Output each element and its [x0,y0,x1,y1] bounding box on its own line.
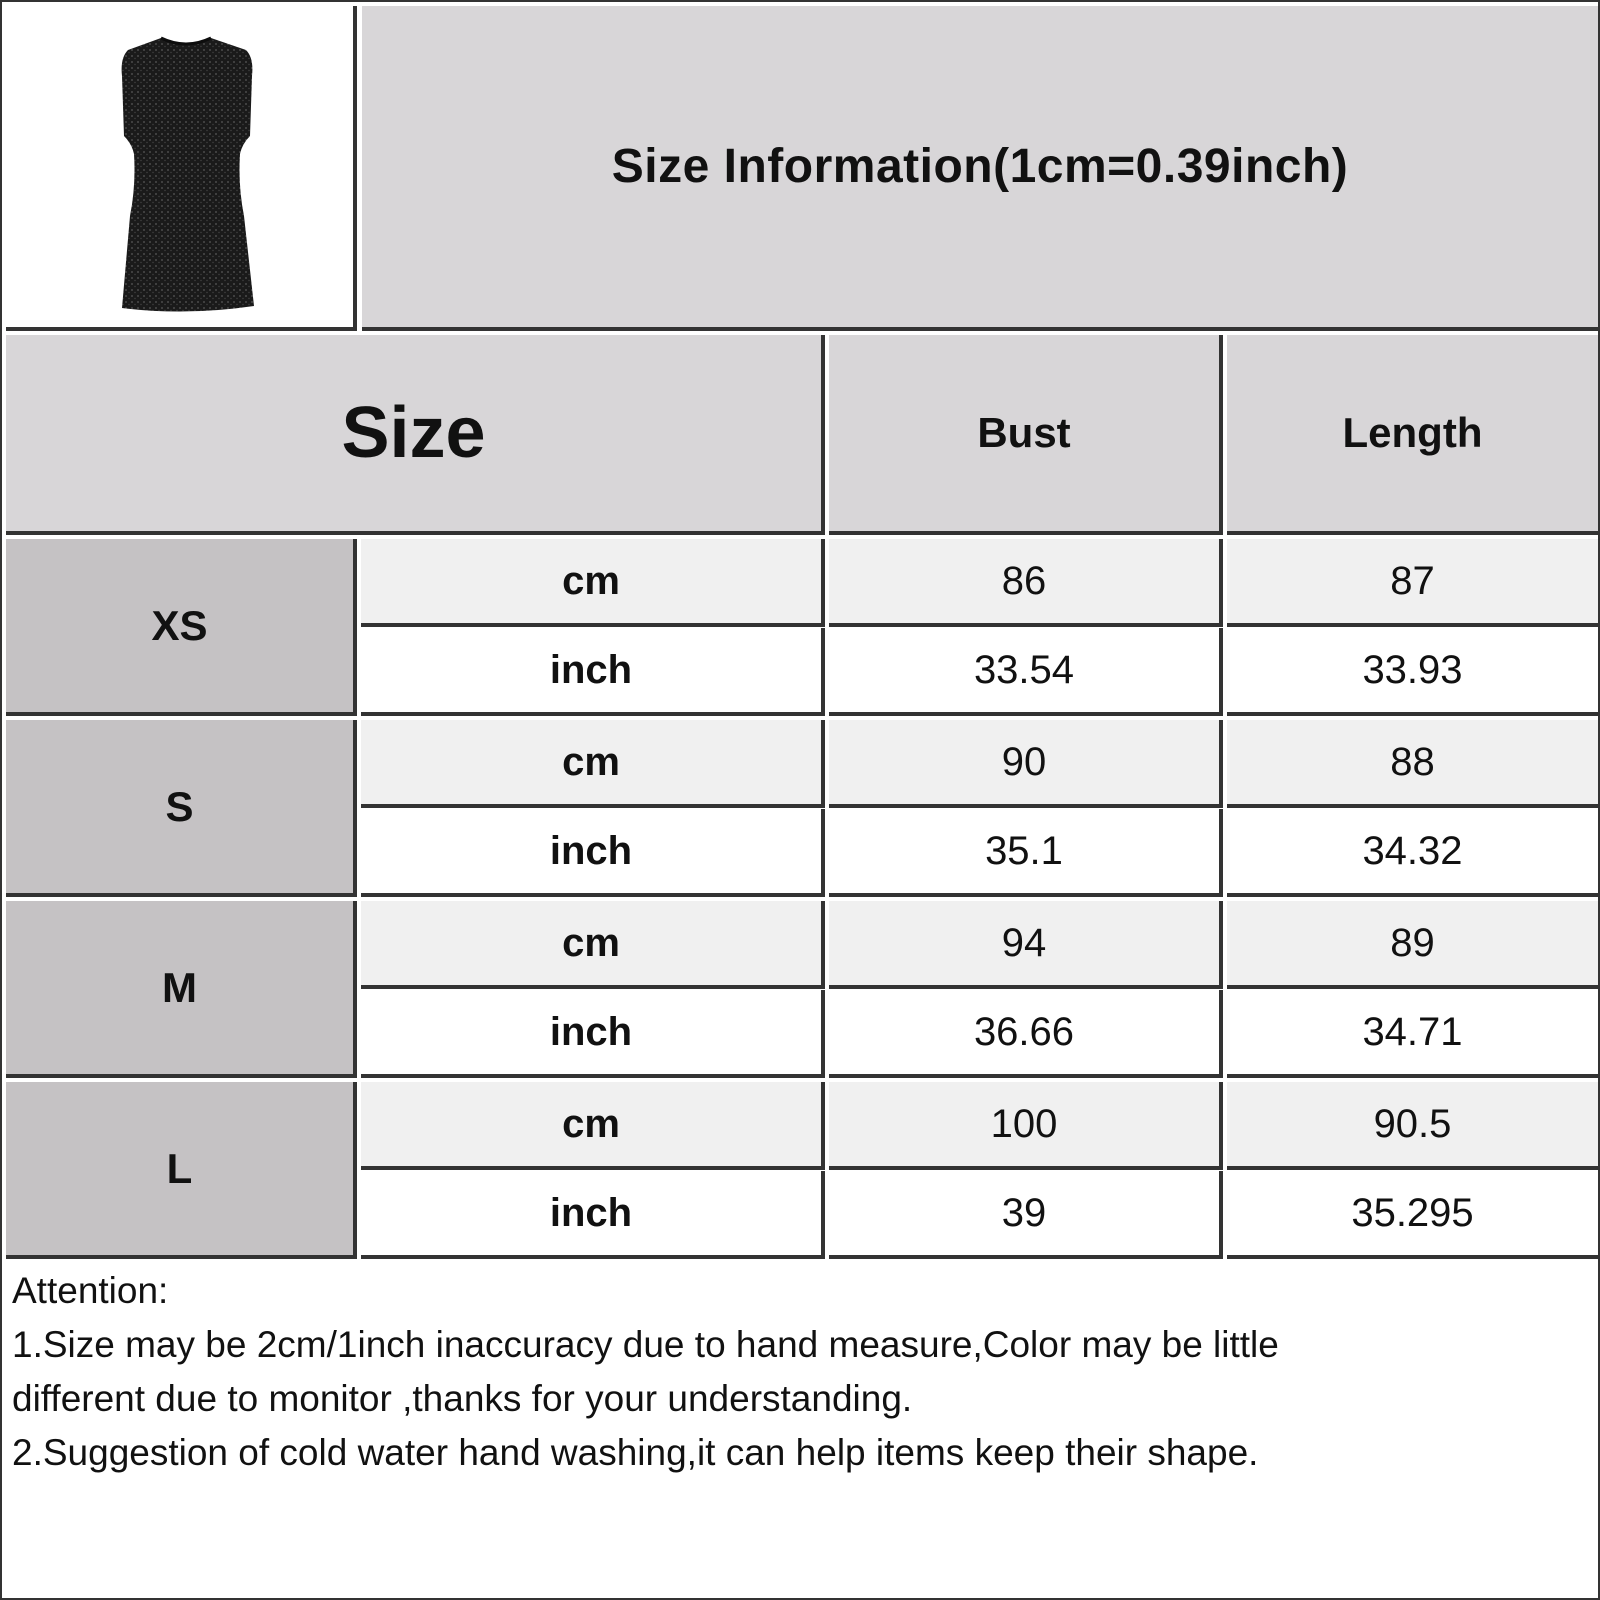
length-inch-xs: 33.93 [1227,628,1598,716]
bust-inch-l: 39 [829,1171,1223,1259]
bust-inch-s: 35.1 [829,809,1223,897]
product-image-cell [6,6,357,331]
page-title: Size Information(1cm=0.39inch) [611,140,1349,193]
unit-cm: cm [361,1082,825,1170]
length-cm-m: 89 [1227,901,1598,989]
bust-cm-l: 100 [829,1082,1223,1170]
unit-inch: inch [361,990,825,1078]
title-cell [362,6,1598,331]
notes-line: 2.Suggestion of cold water hand washing,it can help items keep their shape. [12,1432,1259,1473]
length-inch-l: 35.295 [1227,1171,1598,1259]
length-cm-xs: 87 [1227,539,1598,627]
size-label-m: M [6,901,357,1078]
length-inch-s: 34.32 [1227,809,1598,897]
length-cm-l: 90.5 [1227,1082,1598,1170]
attention-notes [12,1264,1582,1480]
unit-cm: cm [361,901,825,989]
bust-cm-xs: 86 [829,539,1223,627]
notes-heading: Attention: [12,1270,169,1311]
length-inch-m: 34.71 [1227,990,1598,1078]
unit-cm: cm [361,539,825,627]
column-header-length: Length [1227,335,1598,535]
size-label-xs: XS [6,539,357,716]
unit-inch: inch [361,809,825,897]
bust-inch-m: 36.66 [829,990,1223,1078]
unit-inch: inch [361,1171,825,1259]
bust-cm-m: 94 [829,901,1223,989]
size-label-l: L [6,1082,357,1259]
notes-line: different due to monitor ,thanks for your understanding. [12,1378,913,1419]
size-label-s: S [6,720,357,897]
column-header-size: Size [6,335,825,535]
unit-inch: inch [361,628,825,716]
bust-inch-xs: 33.54 [829,628,1223,716]
dress-icon [106,36,266,321]
unit-cm: cm [361,720,825,808]
column-header-bust: Bust [829,335,1223,535]
bust-cm-s: 90 [829,720,1223,808]
notes-line: 1.Size may be 2cm/1inch inaccuracy due to hand measure,Color may be little [12,1324,1279,1365]
length-cm-s: 88 [1227,720,1598,808]
